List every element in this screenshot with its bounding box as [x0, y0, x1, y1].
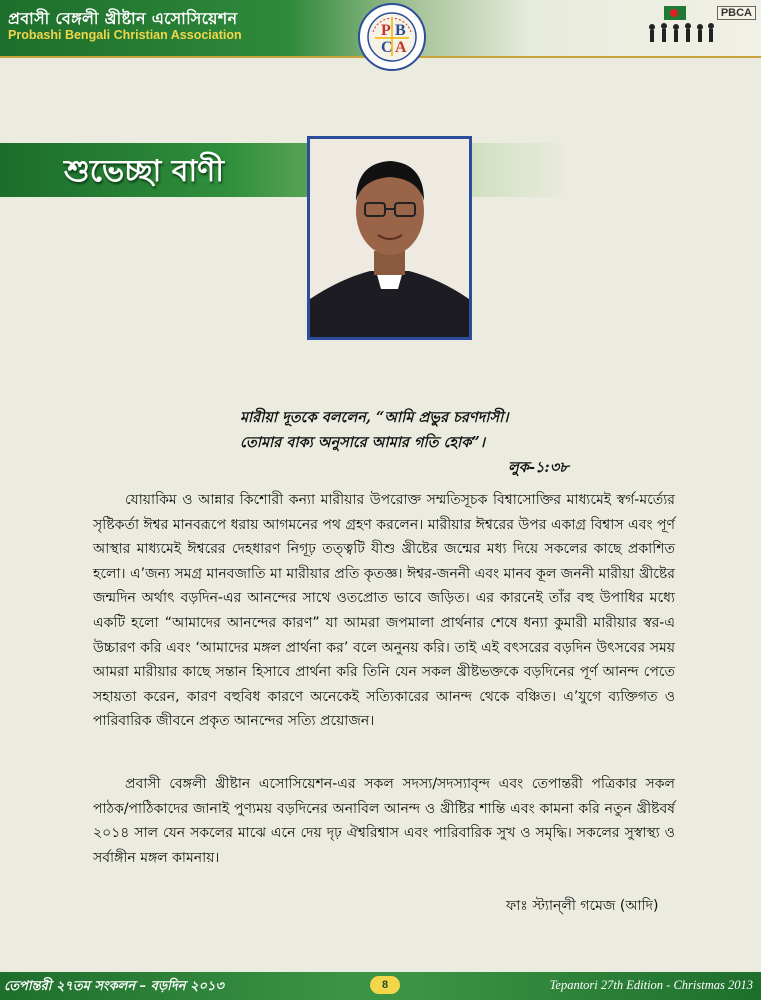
message-paragraph-1: যোয়াকিম ও আন্নার কিশোরী কন্যা মারীয়ার উপরোক্ত সম্মতিসূচক বিশ্বাসোক্তির মাধ্যমেই স্বর্গ-মর্ত্যের সৃষ্টিকর্তা ঈশ্বর মানবরূপে ধরায় আগমনের পথ গ্রহণ করলেন। মারীয়ার ঈশ্বরের উপর একাগ্র বিশ্বাস এবং পূর্ণ আস্থার মাধ্যমেই ঈশ্বরের দেহধারণ নিগূঢ় তত্ত্বটি যীশু খ্রীষ্টের জন্মের মধ্য দিয়ে সকলের কাছে প্রকাশিত হলো। এ’জন্য সমগ্র মানবজাতি মা মারীয়ার প্রতি কৃতজ্ঞ। ঈশ্বর-জননী এবং মানব কূল জননী মারীয়া খ্রীষ্টের জন্মদিন অর্থাৎ বড়দিন-এর আনন্দের সাথে ওতপ্রোত ভাবে জড়িত। এর কারনেই তাঁর বহু উপাধির মধ্যে একটি হলো “আমাদের আনন্দের কারণ” যা আমরা জপমালা প্রার্থনার শেষে ধন্যা কুমারী মারীয়ার স্বর-এ উচ্চারণ করি এবং ‘আমাদের মঙ্গল প্রার্থনা কর’ বলে অনুনয় করি। তাই এই বৎসরের বড়দিন উৎসবের সময় আমরা মারীয়ার কাছে সন্তান হিসাবে প্রার্থনা করি তিনি যেন সকল খ্রীষ্টভক্তকে বড়দিনের পূর্ণ আনন্দ পেতে সহায়তা করেন, কারণ বহুবিধ কারণে অনেকেই সত্যিকারের আনন্দ থেকে বঞ্চিত। এ’যুগে ব্যক্তিগত ও পারিবারিক জীবনে প্রকৃত আনন্দের সত্যি প্রয়োজন। — [93, 492, 675, 730]
bible-verse — [240, 405, 570, 455]
page-number: 8 — [370, 976, 400, 994]
verse-line-2: তোমার বাক্য অনুসারে আমার গতি হোক”। — [240, 434, 485, 451]
seal-letter-b: B — [395, 22, 406, 39]
author-portrait — [307, 136, 472, 340]
verse-reference: লুক-১:৩৮ — [508, 459, 569, 476]
footer-edition-bengali: তেপান্তরী ২৭তম সংকলন – বড়দিন ২০১৩ — [4, 979, 224, 994]
pbca-label: PBCA — [717, 6, 756, 20]
pbca-corner-logo — [646, 4, 758, 52]
people-silhouettes-icon — [646, 22, 716, 50]
pbca-seal-logo — [357, 2, 427, 72]
author-signature: ফাঃ স্ট্যান্লী গমেজ (আদি) — [506, 898, 659, 914]
message-paragraph-2: প্রবাসী বেঙ্গলী খ্রীষ্টান এসোসিয়েশন-এর সকল সদস্য/সদস্যাবৃন্দ এবং তেপান্তরী পত্রিকার সকল পাঠক/পাঠিকাদের জানাই পুণ্যময় বড়দিনের অনাবিল আনন্দ ও খ্রীষ্টির শান্তি এবং কামনা করি নতুন খ্রীষ্টবর্ষ ২০১৪ সাল যেন সকলের মাঝে এনে দেয় দৃঢ় ঐশ্বরিশ্বাস এবং পারিবারিক সুখ ও সমৃদ্ধি। সকলের সুস্বাস্থ্য ও সর্বাঙ্গীন মঙ্গল কামনায়। — [93, 776, 675, 866]
page-title: শুভেচ্ছা বাণী — [64, 154, 224, 189]
footer-edition-english: Tepantori 27th Edition - Christmas 2013 — [549, 978, 753, 992]
seal-letter-a: A — [395, 39, 407, 56]
org-name-english: Probashi Bengali Christian Association — [8, 28, 242, 42]
seal-letter-p: P — [381, 22, 391, 39]
verse-line-1: মারীয়া দূতকে বললেন, “আমি প্রভুর চরণদাসী। — [240, 409, 509, 426]
seal-letter-c: C — [381, 39, 393, 56]
bangladesh-flag-icon — [664, 6, 686, 20]
org-name-bengali: প্রবাসী বেঙ্গলী খ্রীষ্টান এসোসিয়েশন — [8, 9, 238, 28]
